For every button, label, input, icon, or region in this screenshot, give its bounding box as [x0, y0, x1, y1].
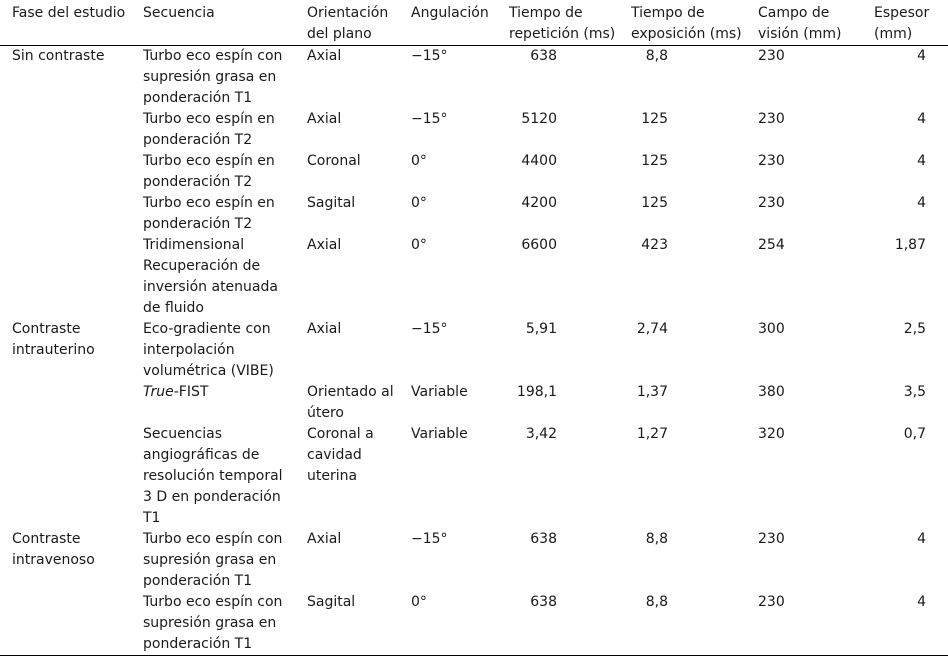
cell-angulacion: −15°	[411, 321, 448, 337]
cell-espesor: 3,5	[903, 384, 926, 400]
cell-tiempo-exposicion: 423	[641, 237, 668, 253]
cell-angulacion: 0°	[411, 237, 427, 253]
cell-fase	[0, 382, 131, 424]
cell-tiempo-repeticion: 638	[530, 531, 557, 547]
cell-fase	[0, 235, 131, 319]
header-row	[0, 0, 948, 46]
cell-secuencia: Tridimensional Recuperación de inversión atenuada de fluido	[143, 237, 278, 316]
table-row	[0, 592, 948, 656]
header-fase: Fase del estudio	[0, 0, 131, 46]
cell-fase	[0, 592, 131, 656]
cell-espesor: 0,7	[903, 426, 926, 442]
table-row	[0, 46, 948, 110]
cell-espesor: 4	[917, 111, 926, 127]
cell-secuencia-text: -FIST	[173, 384, 209, 400]
cell-fase: Contraste intrauterino	[12, 321, 95, 358]
cell-orientacion: Sagital	[307, 195, 356, 211]
table-row	[0, 109, 948, 151]
cell-tiempo-repeticion: 638	[489, 592, 619, 656]
cell-campo-vision: 230	[758, 48, 785, 64]
cell-campo-vision: 230	[758, 531, 785, 547]
cell-angulacion: 0°	[411, 195, 427, 211]
cell-secuencia	[131, 382, 295, 424]
cell-espesor: 4	[854, 592, 948, 656]
table-header	[0, 0, 948, 46]
cell-espesor: 4	[917, 153, 926, 169]
cell-angulacion: −15°	[411, 111, 448, 127]
cell-espesor: 4	[917, 531, 926, 547]
cell-tiempo-exposicion: 1,27	[636, 426, 668, 442]
cell-orientacion: Sagital	[295, 592, 403, 656]
cell-fase	[0, 151, 131, 193]
cell-angulacion: −15°	[411, 48, 448, 64]
cell-orientacion: Orientado al útero	[307, 384, 394, 421]
table-row	[0, 193, 948, 235]
cell-angulacion: 0°	[403, 592, 489, 656]
cell-espesor: 1,87	[894, 237, 926, 253]
cell-espesor: 4	[917, 48, 926, 64]
header-secuencia: Secuencia	[131, 0, 295, 46]
table-row	[0, 424, 948, 529]
header-tiempo-exposicion: Tiempo de exposición (ms)	[619, 0, 746, 46]
header-orientacion: Orientación del plano	[295, 0, 403, 46]
cell-angulacion: Variable	[411, 426, 468, 442]
table-row	[0, 319, 948, 382]
cell-orientacion: Coronal a cavidad uterina	[307, 426, 374, 484]
table-body	[0, 46, 948, 656]
cell-tiempo-repeticion: 5120	[521, 111, 557, 127]
cell-campo-vision: 230	[758, 111, 785, 127]
cell-tiempo-exposicion: 8,8	[619, 592, 746, 656]
cell-orientacion: Axial	[307, 321, 342, 337]
cell-tiempo-exposicion: 2,74	[636, 321, 668, 337]
cell-tiempo-exposicion: 125	[641, 195, 668, 211]
cell-orientacion: Axial	[307, 237, 342, 253]
cell-secuencia: Turbo eco espín con supresión grasa en ponderación T1	[143, 531, 283, 589]
cell-angulacion: 0°	[411, 153, 427, 169]
cell-fase	[0, 109, 131, 151]
cell-secuencia: Turbo eco espín en ponderación T2	[143, 195, 275, 232]
cell-tiempo-repeticion: 6600	[521, 237, 557, 253]
cell-secuencia: Secuencias angiográficas de resolución temporal 3 D en ponderación T1	[143, 426, 283, 526]
cell-tiempo-repeticion: 4200	[521, 195, 557, 211]
cell-fase	[0, 424, 131, 529]
cell-tiempo-repeticion: 5,91	[525, 321, 557, 337]
cell-secuencia: Turbo eco espín con supresión grasa en ponderación T1	[143, 48, 283, 106]
table-row	[0, 382, 948, 424]
cell-secuencia: Turbo eco espín con supresión grasa en ponderación T1	[131, 592, 295, 656]
cell-secuencia-italic: True	[143, 384, 174, 400]
cell-tiempo-repeticion: 638	[530, 48, 557, 64]
cell-orientacion: Coronal	[307, 153, 361, 169]
table-row	[0, 235, 948, 319]
cell-secuencia: Turbo eco espín en ponderación T2	[143, 111, 275, 148]
cell-fase	[0, 193, 131, 235]
table-row	[0, 151, 948, 193]
cell-espesor: 4	[917, 195, 926, 211]
cell-fase: Contraste intravenoso	[12, 531, 95, 568]
cell-orientacion: Axial	[307, 48, 342, 64]
cell-campo-vision: 380	[758, 384, 785, 400]
table-row	[0, 529, 948, 592]
cell-secuencia: Eco-gradiente con interpolación volumétrica (VIBE)	[143, 321, 274, 379]
header-angulacion: Angulación	[403, 0, 489, 46]
cell-tiempo-repeticion: 4400	[521, 153, 557, 169]
cell-campo-vision: 300	[758, 321, 785, 337]
cell-campo-vision: 230	[758, 153, 785, 169]
cell-orientacion: Axial	[307, 531, 342, 547]
cell-tiempo-exposicion: 125	[641, 111, 668, 127]
cell-angulacion: −15°	[411, 531, 448, 547]
cell-secuencia: Turbo eco espín en ponderación T2	[143, 153, 275, 190]
header-espesor: Espesor (mm)	[854, 0, 948, 46]
cell-orientacion: Axial	[307, 111, 342, 127]
cell-campo-vision: 254	[758, 237, 785, 253]
cell-tiempo-repeticion: 3,42	[525, 426, 557, 442]
cell-tiempo-exposicion: 125	[641, 153, 668, 169]
cell-campo-vision: 230	[746, 592, 854, 656]
cell-fase: Sin contraste	[12, 48, 105, 64]
cell-angulacion: Variable	[411, 384, 468, 400]
cell-tiempo-exposicion: 1,37	[636, 384, 668, 400]
header-campo-vision: Campo de visión (mm)	[746, 0, 854, 46]
cell-campo-vision: 320	[758, 426, 785, 442]
cell-tiempo-exposicion: 8,8	[645, 531, 668, 547]
cell-espesor: 2,5	[903, 321, 926, 337]
cell-tiempo-exposicion: 8,8	[645, 48, 668, 64]
cell-tiempo-repeticion: 198,1	[516, 384, 557, 400]
cell-campo-vision: 230	[758, 195, 785, 211]
header-tiempo-repeticion: Tiempo de repetición (ms)	[489, 0, 619, 46]
